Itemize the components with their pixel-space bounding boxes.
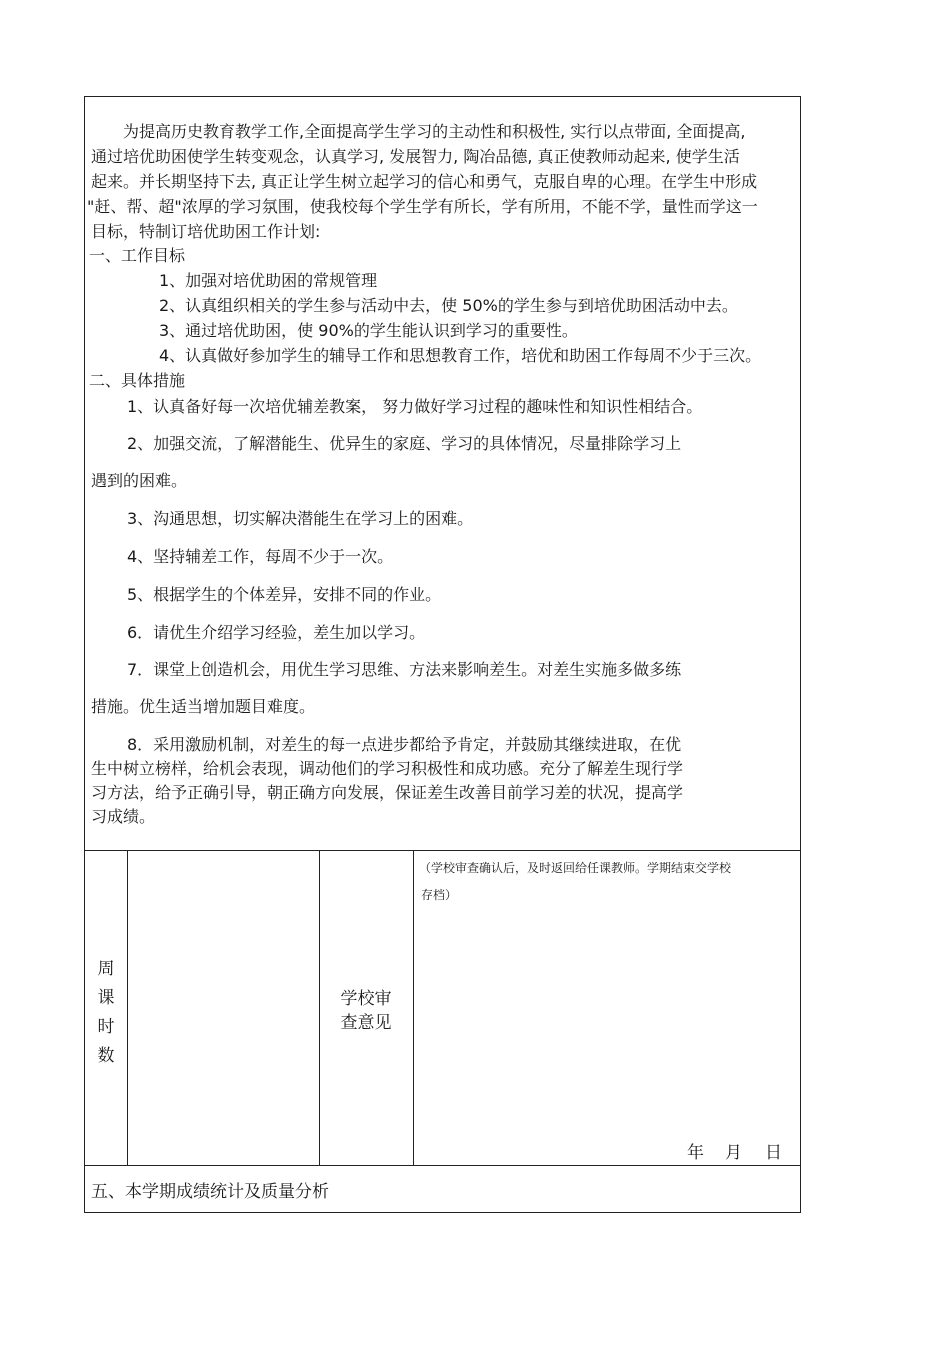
school-review-label (319, 987, 413, 1035)
measure-2-line-1: 2、加强交流，了解潜能生、优异生的家庭、学习的具体情况，尽量排除学习上 (127, 434, 682, 453)
intro-line-1: 为提高历史教育教学工作,全面提高学生学习的主动性和积极性, 实行以点带面, 全面提高, (123, 122, 746, 141)
intro-line-2: 通过培优助困使学生转变观念，认真学习, 发展智力, 陶冶品德, 真正使教师动起来, 使学生活 (91, 147, 740, 166)
weekly-hours-label (85, 955, 127, 1071)
section5-heading: 五、本学期成绩统计及质量分析 (91, 1182, 329, 1202)
table-divider-bottom (85, 1165, 800, 1166)
goal-item-1: 1、加强对培优助困的常规管理 (159, 271, 378, 290)
intro-line-5: 目标，特制订培优助困工作计划: (91, 222, 321, 241)
intro-line-4: "赶、帮、超"浓厚的学习氛围，使我校每个学生学有所长，学有所用，不能不学，量性而学这一 (87, 197, 758, 216)
weekly-hours-char-1: 周 (97, 959, 115, 979)
date-year-label: 年 (687, 1143, 704, 1163)
review-note-line-1: （学校审查确认后，及时返回给任课教师。学期结束交学校 (419, 861, 732, 875)
measure-5: 5、根据学生的个体差异，安排不同的作业。 (127, 585, 442, 604)
intro-line-3: 起来。并长期坚持下去, 真正让学生树立起学习的信心和勇气，克服自卑的心理。在学生中形成 (91, 172, 758, 191)
school-review-label-line-2: 查意见 (340, 1013, 392, 1033)
measure-3: 3、沟通思想，切实解决潜能生在学习上的困难。 (127, 509, 474, 528)
weekly-hours-char-2: 课 (97, 988, 115, 1008)
goal-item-4: 4、认真做好参加学生的辅导工作和思想教育工作，培优和助困工作每周不少于三次。 (159, 346, 762, 365)
goal-item-2: 2、认真组织相关的学生参与活动中去，使 50%的学生参与到培优助困活动中去。 (159, 296, 738, 315)
section2-heading: 二、具体措施 (89, 371, 186, 390)
measure-8-line-3: 习方法，给予正确引导，朝正确方向发展，保证差生改善目前学习差的状况，提高学 (91, 783, 684, 802)
measure-8-line-2: 生中树立榜样，给机会表现，调动他们的学习积极性和成功感。充分了解差生现行学 (91, 759, 684, 778)
measure-7-line-1: 7．课堂上创造机会，用优生学习思维、方法来影响差生。对差生实施多做多练 (127, 660, 682, 679)
date-month-label: 月 (725, 1143, 742, 1163)
weekly-hours-char-3: 时 (97, 1017, 115, 1037)
measure-2-line-2: 遇到的困难。 (91, 471, 188, 490)
section1-heading: 一、工作目标 (89, 246, 186, 265)
measure-8-line-4: 习成绩。 (91, 807, 156, 826)
measure-7-line-2: 措施。优生适当增加题目难度。 (91, 697, 316, 716)
column-divider-1 (127, 850, 128, 1165)
measure-4: 4、坚持辅差工作，每周不少于一次。 (127, 547, 394, 566)
table-divider-top (85, 850, 800, 851)
measure-6: 6．请优生介绍学习经验，差生加以学习。 (127, 623, 426, 642)
weekly-hours-char-4: 数 (97, 1046, 115, 1066)
column-divider-3 (413, 850, 414, 1165)
date-day-label: 日 (765, 1143, 782, 1163)
school-review-label-line-1: 学校审 (340, 989, 392, 1009)
goal-item-3: 3、通过培优助困，使 90%的学生能认识到学习的重要性。 (159, 321, 578, 340)
measure-8-line-1: 8．采用激励机制，对差生的每一点进步都给予肯定，并鼓励其继续进取，在优 (127, 735, 682, 754)
plan-form-table (84, 96, 801, 1213)
measure-1: 1、认真备好每一次培优辅差教案， 努力做好学习过程的趣味性和知识性相结合。 (127, 397, 703, 416)
review-note-line-2: 存档） (421, 888, 458, 902)
